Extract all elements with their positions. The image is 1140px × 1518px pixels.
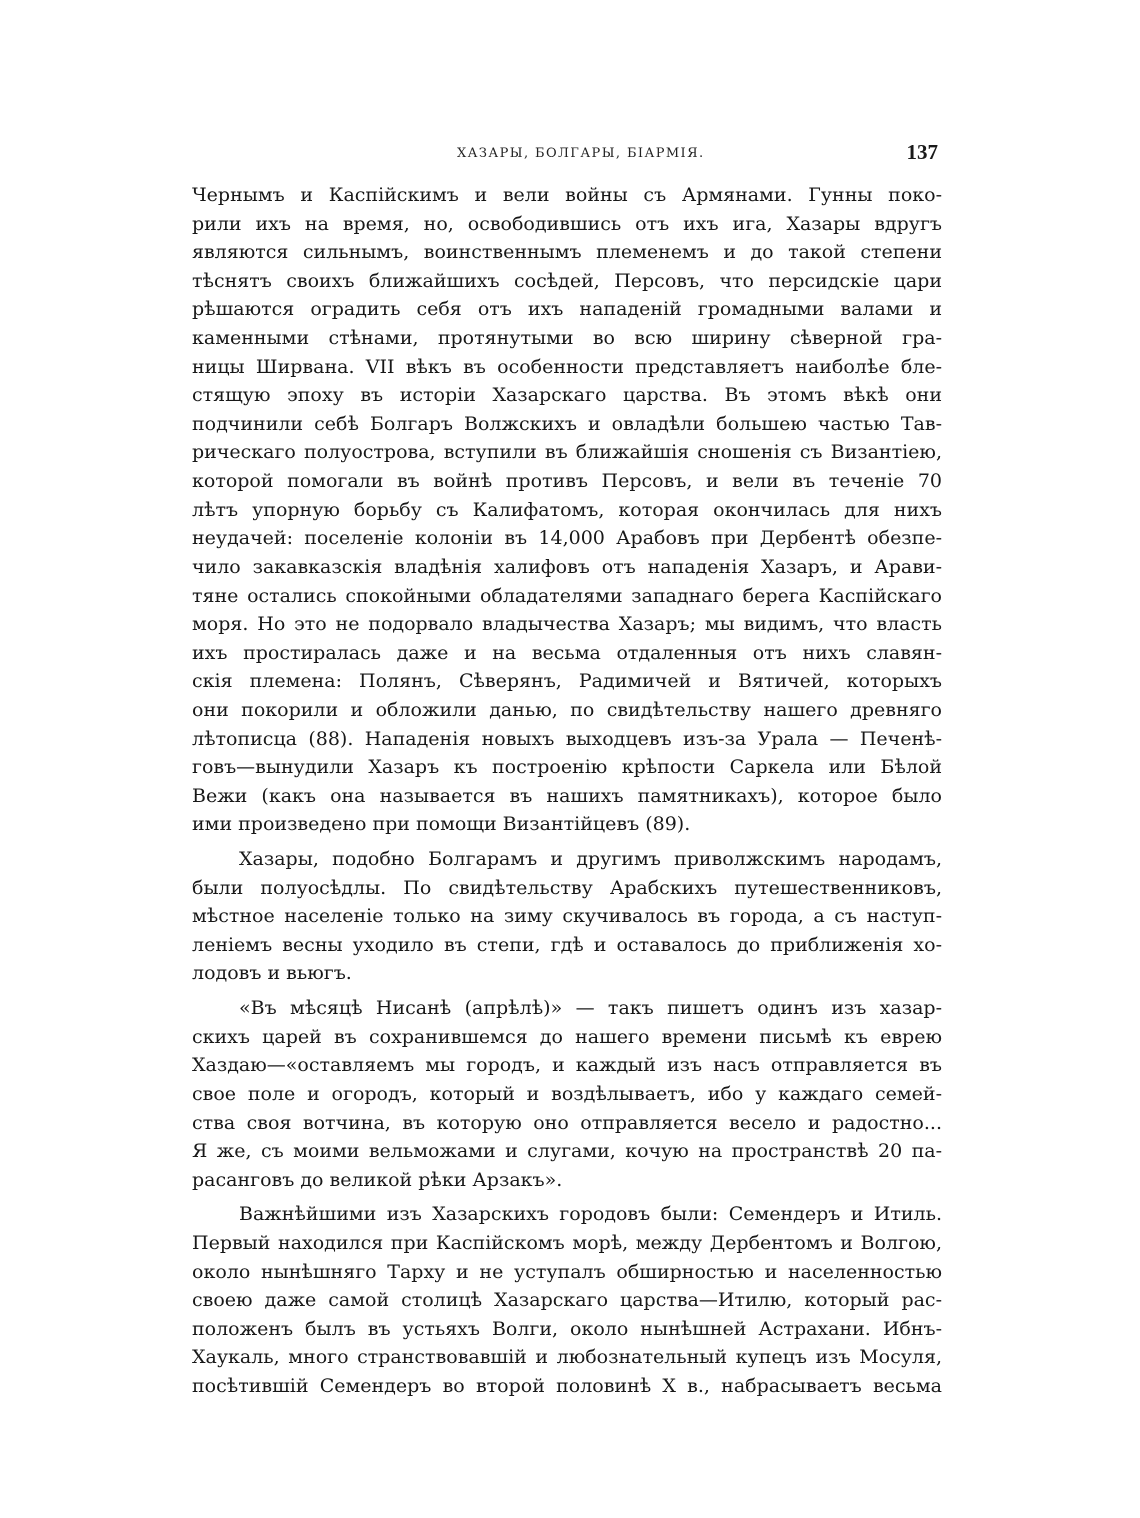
text-line: стящую эпоху въ исторіи Хазарскаго царства. Въ этомъ вѣкѣ они bbox=[192, 384, 942, 407]
text-line: говъ—вынудили Хазаръ къ построенію крѣпости Саркела или Бѣлой bbox=[192, 756, 942, 779]
text-line: лодовъ и вьюгъ. bbox=[192, 962, 352, 985]
text-line: положенъ былъ въ устьяхъ Волги, около нынѣшней Астрахани. Ибнъ- bbox=[192, 1317, 942, 1340]
text-line: которой помогали въ войнѣ противъ Персовъ, и вели въ теченіе 70 bbox=[192, 470, 942, 493]
text-line: рѣшаются оградить себя отъ ихъ нападеній громадными валами и bbox=[192, 298, 942, 321]
text-line: лѣтописца (88). Нападенія новыхъ выходцевъ изъ-за Урала — Печенѣ- bbox=[192, 727, 942, 750]
text-line: свое поле и огородъ, который и воздѣлываетъ, ибо у каждаго семей- bbox=[192, 1082, 942, 1105]
text-line: мѣстное населеніе только на зиму скучивалось въ города, а съ наступ- bbox=[192, 905, 942, 928]
text-line: около нынѣшняго Тарху и не уступалъ обширностью и населенностью bbox=[192, 1260, 942, 1283]
page-header bbox=[192, 140, 942, 170]
text-line: каменными стѣнами, протянутыми во всю ширину сѣверной гра- bbox=[192, 327, 942, 350]
text-line: чило закавказскія владѣнія халифовъ отъ нападенія Хазаръ, и Арави- bbox=[192, 555, 942, 578]
text-line: посѣтившій Семендеръ во второй половинѣ X в., набрасываетъ весьма bbox=[192, 1374, 942, 1397]
text-line: тяне остались спокойными обладателями западнаго берега Каспійскаго bbox=[192, 584, 942, 607]
text-line: Вежи (какъ она называется въ нашихъ памятникахъ), которое было bbox=[192, 784, 942, 807]
text-line: Хаздаю—«оставляемъ мы городъ, и каждый изъ насъ отправляется въ bbox=[192, 1054, 942, 1077]
text-line: ства своя вотчина, въ которую оно отправляется весело и радостно... bbox=[192, 1111, 942, 1134]
text-line: неудачей: поселеніе колоніи въ 14,000 Арабовъ при Дербентѣ обезпе- bbox=[192, 527, 942, 550]
page-number: 137 bbox=[906, 140, 938, 164]
text-line: Первый находился при Каспійскомъ морѣ, между Дербентомъ и Волгою, bbox=[192, 1231, 942, 1254]
text-line: леніемъ весны уходило въ степи, гдѣ и оставалось до приближенія хо- bbox=[192, 933, 942, 956]
text-line: были полуосѣдлы. По свидѣтельству Арабскихъ путешественниковъ, bbox=[192, 876, 942, 899]
text-line: ницы Ширвана. VII вѣкъ въ особенности представляетъ наиболѣе бле- bbox=[192, 355, 942, 378]
text-line: ими произведено при помощи Византійцевъ (89). bbox=[192, 813, 691, 836]
text-line: Чернымъ и Каспійскимъ и вели войны съ Армянами. Гунны поко- bbox=[192, 184, 942, 206]
text-line: своею даже самой столицѣ Хазарскаго царства—Итилю, который рас- bbox=[192, 1289, 942, 1312]
body-text bbox=[192, 181, 942, 1401]
text-line: Важнѣйшими изъ Хазарскихъ городовъ были: Семендеръ и Итиль. bbox=[239, 1203, 942, 1226]
text-line: скія племена: Полянъ, Сѣверянъ, Радимичей и Вятичей, которыхъ bbox=[192, 670, 942, 693]
text-line: рическаго полуострова, вступили въ ближайшія сношенія съ Византіею, bbox=[192, 441, 942, 464]
text-line: являются сильнымъ, воинственнымъ племенемъ и до такой степени bbox=[192, 241, 942, 264]
text-line: моря. Но это не подорвало владычества Хазаръ; мы видимъ, что власть bbox=[192, 613, 942, 636]
text-line: рили ихъ на время, но, освободившись отъ ихъ ига, Хазары вдругъ bbox=[192, 212, 942, 235]
text-line: они покорили и обложили данью, по свидѣтельству нашего древняго bbox=[192, 698, 942, 721]
text-line: Хазары, подобно Болгарамъ и другимъ приволжскимъ народамъ, bbox=[239, 848, 942, 871]
text-line: скихъ царей въ сохранившемся до нашего времени письмѣ къ еврею bbox=[192, 1025, 942, 1048]
text-line: Хаукаль, много странствовавшій и любознательный купецъ изъ Мосуля, bbox=[192, 1346, 942, 1369]
running-title: ХАЗАРЫ, БОЛГАРЫ, БІАРМІЯ. bbox=[457, 146, 705, 161]
text-line: ихъ простиралась даже и на весьма отдаленныя отъ нихъ славян- bbox=[192, 641, 942, 664]
text-line: расанговъ до великой рѣки Арзакъ». bbox=[192, 1168, 563, 1191]
text-line: подчинили себѣ Болгаръ Волжскихъ и овладѣли большею частью Тав- bbox=[192, 412, 942, 435]
text-line: «Въ мѣсяцѣ Нисанѣ (апрѣлѣ)» — такъ пишетъ одинъ изъ хазар- bbox=[239, 997, 942, 1020]
text-line: тѣснятъ своихъ ближайшихъ сосѣдей, Персовъ, что персидскіе цари bbox=[192, 269, 942, 292]
text-line: лѣтъ упорную борьбу съ Калифатомъ, которая окончилась для нихъ bbox=[192, 498, 942, 521]
text-line: Я же, съ моими вельможами и слугами, кочую на пространствѣ 20 па- bbox=[192, 1140, 942, 1163]
